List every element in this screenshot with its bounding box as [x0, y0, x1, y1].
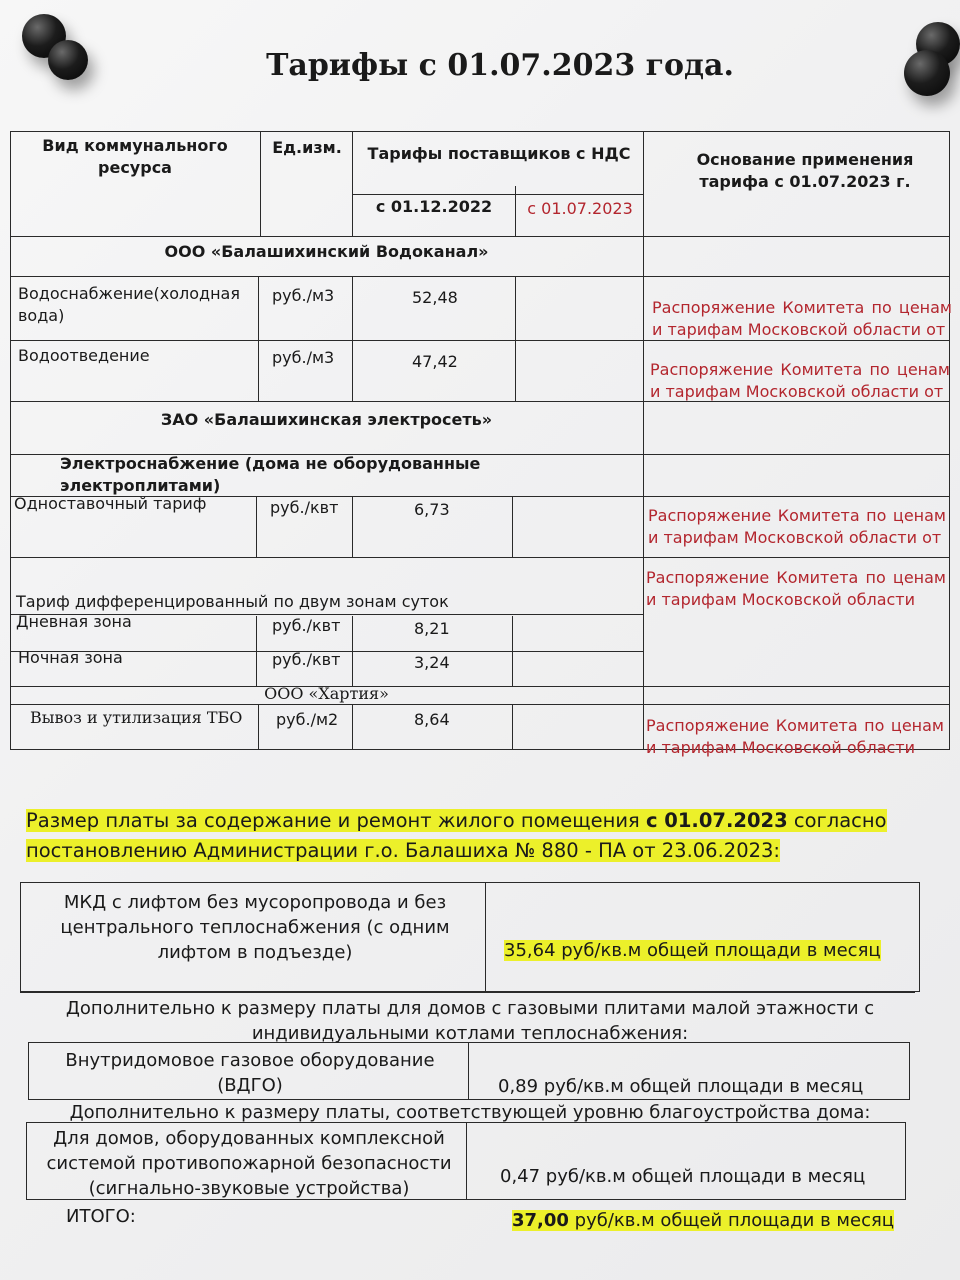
maintenance-table: [20, 882, 920, 1231]
row-tbo-value: 8,64: [414, 710, 450, 729]
fire-value: 0,47 руб/кв.м общей площади в месяц: [500, 1166, 866, 1187]
header-resource: Вид коммунального ресурса: [42, 136, 228, 177]
row-sewer-unit: руб./м3: [272, 348, 335, 367]
row-water-unit: руб./м3: [272, 286, 335, 305]
note-date: с 01.07.2023: [645, 809, 788, 832]
row-tbo-name: Вывоз и утилизация ТБО: [30, 708, 243, 727]
header-date-old: с 01.12.2022: [375, 197, 493, 216]
tariffs-table: [10, 131, 950, 761]
vdgo-value: 0,89 руб/кв.м общей площади в месяц: [498, 1076, 864, 1097]
section-two-zone: Тариф дифференцированный по двум зонам суток: [16, 592, 449, 611]
row-single-value: 6,73: [414, 500, 450, 519]
row-water-name: Водоснабжение(холодная вода): [18, 284, 240, 325]
row-day-unit: руб./квт: [272, 616, 341, 635]
row-tbo-unit: руб./м2: [276, 710, 339, 729]
total-unit: руб/кв.м общей площади в месяц: [568, 1210, 895, 1231]
row-two-zone-basis: Распоряжение Комитета по ценам и тарифам Московской области: [646, 568, 946, 609]
row-single-basis: Распоряжение Комитета по ценам и тарифам Московской области от: [648, 506, 946, 547]
total-number: 37,00: [512, 1210, 569, 1231]
mkd-label: МКД с лифтом без мусоропровода и без центрального теплоснабжения (с одним лифтом в подъезде): [60, 892, 450, 963]
maintenance-note: [26, 806, 926, 866]
row-sewer-name: Водоотведение: [18, 346, 150, 365]
row-single-name: Одноставочный тариф: [14, 494, 207, 513]
row-water-value: 52,48: [412, 288, 458, 307]
fire-label: Для домов, оборудованных комплексной системой противопожарной безопасности (сигнально-звуковые устройства): [46, 1128, 452, 1199]
row-single-unit: руб./квт: [270, 498, 339, 517]
row-water-basis: Распоряжение Комитета по ценам и тарифам Московской области от: [652, 298, 952, 339]
row-day-name: Дневная зона: [16, 612, 132, 631]
mkd-value-text: 35,64 руб/кв.м общей площади в месяц: [504, 940, 881, 961]
header-date-new: с 01.07.2023: [527, 199, 633, 218]
row-night-unit: руб./квт: [272, 650, 341, 669]
row-tbo-basis: Распоряжение Комитета по ценам и тарифам Московской области: [646, 716, 944, 757]
mkd-value: [504, 938, 881, 963]
extra-gas-text: Дополнительно к размеру платы для домов с газовыми плитами малой этажности с индивидуальными котлами теплоснабжения:: [65, 998, 875, 1044]
row-night-name: Ночная зона: [18, 648, 123, 667]
total-value: [512, 1208, 894, 1233]
page-title: Тарифы с 01.07.2023 года.: [266, 48, 734, 83]
header-unit: Ед.изм.: [272, 138, 342, 157]
header-basis: Основание применения тарифа с 01.07.2023 г.: [696, 150, 914, 191]
row-sewer-basis: Распоряжение Комитета по ценам и тарифам Московской области от: [650, 360, 950, 401]
note-text-2: согласно постановлению Администрации г.о. Балашиха № 880 - ПА от 23.06.2023:: [26, 809, 887, 862]
section-hartia: ООО «Хартия»: [264, 684, 389, 703]
section-vodokanal: ООО «Балашихинский Водоканал»: [164, 242, 489, 261]
row-day-value: 8,21: [414, 619, 450, 638]
vdgo-label: Внутридомовое газовое оборудование (ВДГО): [65, 1050, 435, 1096]
section-electroset: ЗАО «Балашихинская электросеть»: [160, 410, 493, 429]
row-sewer-value: 47,42: [412, 352, 458, 371]
header-tariffs: Тарифы поставщиков с НДС: [367, 144, 631, 163]
section-electro-sub: Электроснабжение (дома не оборудованные электроплитами): [60, 454, 481, 495]
total-label: ИТОГО:: [66, 1206, 136, 1227]
note-text-1: Размер платы за содержание и ремонт жилого помещения: [26, 809, 646, 832]
table-border: [10, 131, 950, 750]
row-night-value: 3,24: [414, 653, 450, 672]
extra-level-text: Дополнительно к размеру платы, соответствующей уровню благоустройства дома:: [69, 1102, 871, 1123]
